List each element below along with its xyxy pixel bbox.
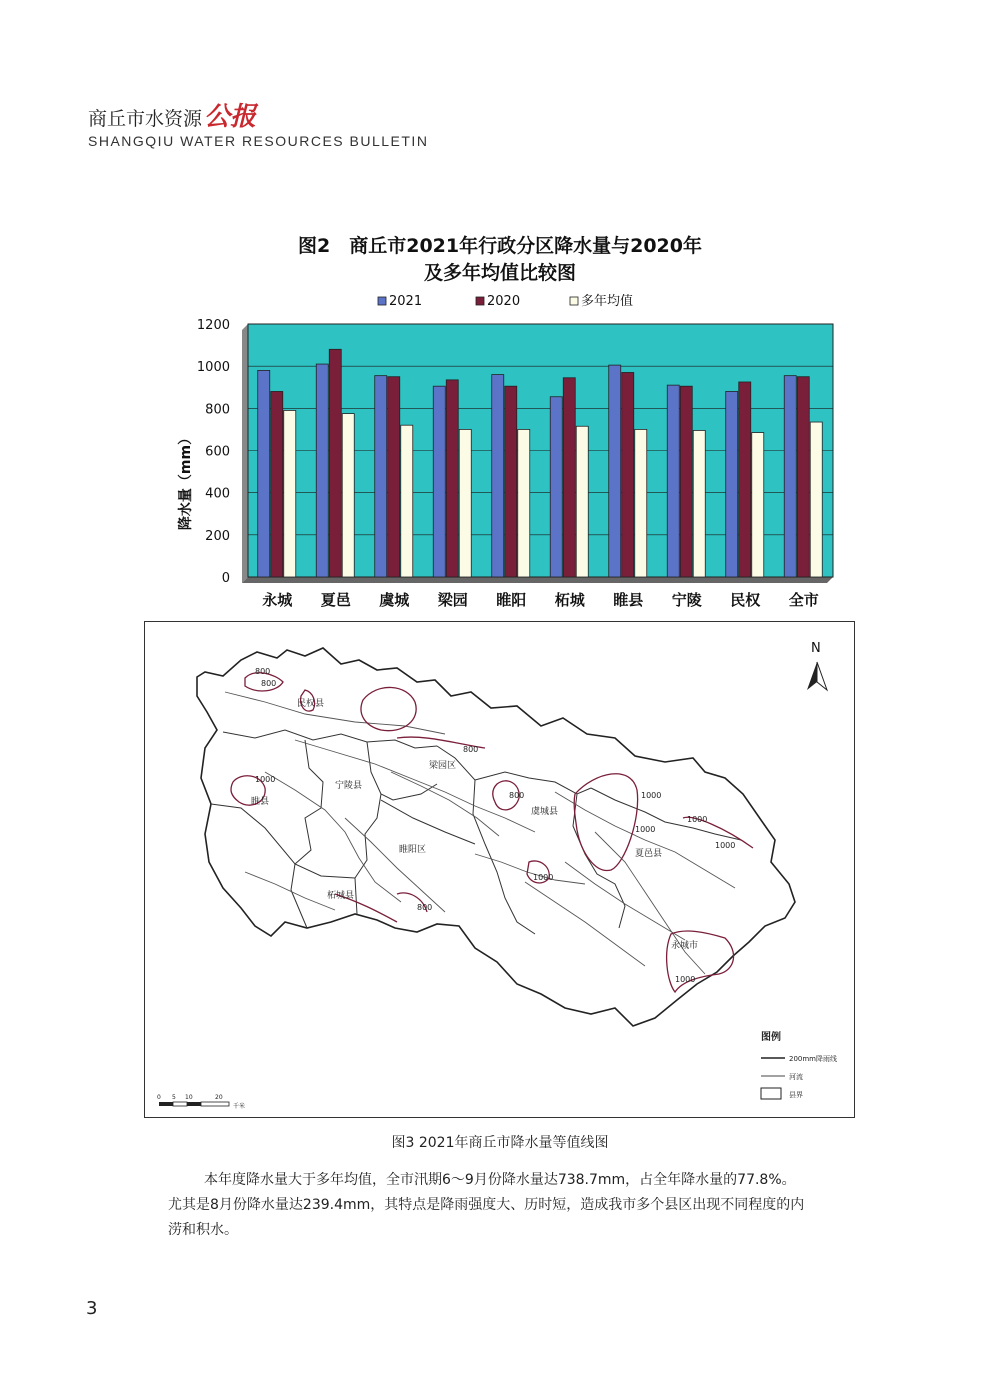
legend-river-label: 河流 [789,1073,803,1081]
scale-bar [157,1094,245,1110]
bar [284,410,296,577]
bar [726,391,738,577]
north-arrow-icon [807,641,827,690]
county-label: 虞城县 [531,807,559,817]
bar [635,429,647,577]
map-canvas [145,622,854,1117]
bar [576,426,588,577]
y-tick-label: 0 [221,571,230,586]
x-tick-label: 宁陵 [671,591,702,609]
bar [492,375,504,577]
county-label: 睢县 [251,797,270,807]
legend-swatch [378,297,386,305]
county-label: 宁陵县 [335,781,363,791]
legend-title: 图例 [761,1032,781,1043]
contour-label: 800 [417,903,433,912]
page-number: 3 [86,1298,98,1319]
legend-label: 2020 [487,294,521,309]
contour-label: 1000 [715,841,736,850]
bar [693,430,705,577]
x-tick-label: 夏邑 [320,591,351,609]
y-tick-label: 200 [205,528,230,544]
bulletin-title [88,96,256,133]
figure3-caption: 图3 2021年商丘市降水量等值线图 [391,1135,609,1151]
figure2-title-line1: 图2 商丘市2021年行政分区降水量与2020年 [298,235,702,257]
map-legend [761,1030,837,1099]
bar [401,425,413,577]
bar [550,397,562,577]
bar [609,365,621,577]
rainfall-contour-map [144,621,855,1118]
county-label: 睢阳区 [399,845,427,855]
scale-label: 5 [172,1094,176,1101]
x-tick-label: 全市 [788,591,819,609]
bar [563,378,575,577]
x-tick-label: 虞城 [379,591,410,609]
y-tick-label: 400 [205,486,230,502]
contour-label: 800 [509,791,525,800]
bulletin-title-accent: 公报 [204,102,257,132]
scale-label: 0 [157,1094,161,1101]
legend-boundary-label: 县界 [789,1091,803,1099]
bar [271,391,283,577]
bar [459,429,471,577]
contour-label: 1000 [687,815,708,824]
legend-swatch [570,297,578,305]
bar [739,382,751,577]
bar [388,377,400,577]
bar [316,364,328,577]
contour-label: 800 [255,667,271,676]
bar [505,386,517,577]
x-tick-label: 梁园 [437,591,468,609]
bar [810,422,822,577]
bar [797,377,809,577]
plot-side-wall [242,324,248,583]
county-label: 夏邑县 [635,849,663,859]
rainfall-bar-chart [160,288,850,618]
bar [329,349,341,577]
bar [446,380,458,577]
figure2-title-line2: 及多年均值比较图 [423,262,576,284]
contour-label: 1000 [641,791,662,800]
scale-label: 20 [215,1094,223,1101]
county-label: 梁园区 [429,761,457,771]
contour-label: 1000 [635,825,656,834]
county-label: 柘城县 [327,891,355,901]
contour-label: 800 [261,679,277,688]
x-tick-label: 永城 [262,591,293,609]
x-tick-label: 睢县 [613,591,644,609]
scale-unit: 千米 [233,1103,246,1110]
bar [622,372,634,577]
contour-label: 1000 [675,975,696,984]
bar [375,376,387,577]
bulletin-title-en: SHANGQIU WATER RESOURCES BULLETIN [88,133,429,149]
contour-label: 1000 [255,775,276,784]
legend-label: 多年均值 [581,294,634,309]
bar [680,386,692,577]
county-label: 民权县 [297,699,325,709]
plot-floor [242,577,833,583]
y-tick-label: 1200 [196,318,230,333]
bar [518,429,530,577]
bar [258,370,270,577]
y-tick-label: 1000 [196,360,230,376]
north-label: N [811,641,821,656]
x-tick-label: 睢阳 [496,591,527,609]
bar [667,385,679,577]
paragraph: 本年度降水量大于多年均值，全市汛期6～9月份降水量达738.7mm，占全年降水量的77.8%。尤其是8月份降水量达239.4mm，其特点是降雨强度大、历时短，造成我市多个县区出现不同程度的内涝和积水。 [168,1172,805,1238]
contour-label: 1000 [533,873,554,882]
bar [752,433,764,577]
y-tick-label: 600 [205,444,230,460]
bar [784,376,796,577]
contour-label: 800 [463,745,479,754]
bar [433,386,445,577]
county-label: 永城市 [671,941,699,951]
y-tick-label: 800 [205,402,230,418]
bulletin-title-cn: 商丘市水资源 [88,108,203,130]
body-text [168,1168,808,1243]
bar [342,414,354,577]
legend-contour-label: 200mm降雨线 [789,1055,837,1063]
y-axis-label: 降水量（mm） [178,430,194,531]
legend-label: 2021 [389,294,423,309]
legend-swatch [476,297,484,305]
city-boundary [197,648,795,1026]
x-tick-label: 柘城 [554,591,585,609]
x-tick-label: 民权 [730,591,761,609]
scale-label: 10 [185,1094,193,1101]
